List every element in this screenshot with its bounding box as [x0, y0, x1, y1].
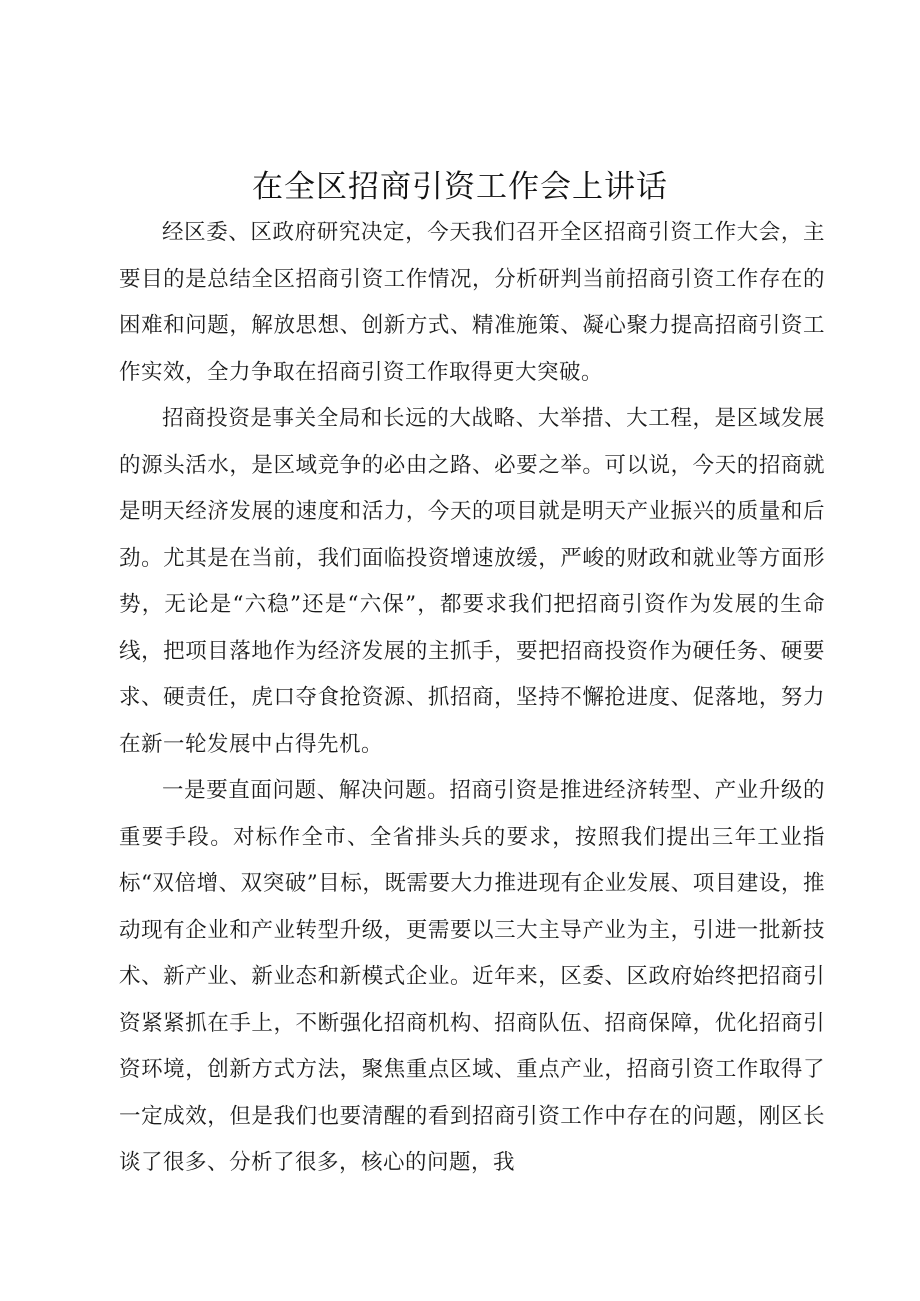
document-body — [119, 210, 825, 1187]
paragraph-intro: 经区委、区政府研究决定，今天我们召开全区招商引资工作大会，主要目的是总结全区招商引资工作情况，分析研判当前招商引资工作存在的困难和问题，解放思想、创新方式、精准施策、凝心聚力提高招商引资工作实效，全力争取在招商引资工作取得更大突破。 — [119, 220, 825, 385]
paragraph-face-problems: 一是要直面问题、解决问题。招商引资是推进经济转型、产业升级的重要手段。对标作全市、全省排头兵的要求，按照我们提出三年工业指标“双倍增、双突破”目标，既需要大力推进现有企业发展、项目建设，推动现有企业和产业转型升级，更需要以三大主导产业为主，引进一批新技术、新产业、新业态和新模式企业。近年来，区委、区政府始终把招商引资紧紧抓在手上，不断强化招商机构、招商队伍、招商保障，优化招商引资环境，创新方式方法，聚焦重点区域、重点产业，招商引资工作取得了一定成效，但是我们也要清醒的看到招商引资工作中存在的问题，刚区长谈了很多、分析了很多，核心的问题，我 — [119, 778, 825, 1175]
document-title: 在全区招商引资工作会上讲话 — [252, 169, 668, 205]
paragraph-investment-strategy: 招商投资是事关全局和长远的大战略、大举措、大工程，是区域发展的源头活水，是区域竞争的必由之路、必要之举。可以说，今天的招商就是明天经济发展的速度和活力，今天的项目就是明天产业振兴的质量和后劲。尤其是在当前，我们面临投资增速放缓，严峻的财政和就业等方面形势，无论是“六稳”还是“六保”，都要求我们把招商引资作为发展的生命线，把项目落地作为经济发展的主抓手，要把招商投资作为硬任务、硬要求、硬责任，虎口夺食抢资源、抓招商，坚持不懈抢进度、促落地，努力在新一轮发展中占得先机。 — [119, 406, 825, 757]
